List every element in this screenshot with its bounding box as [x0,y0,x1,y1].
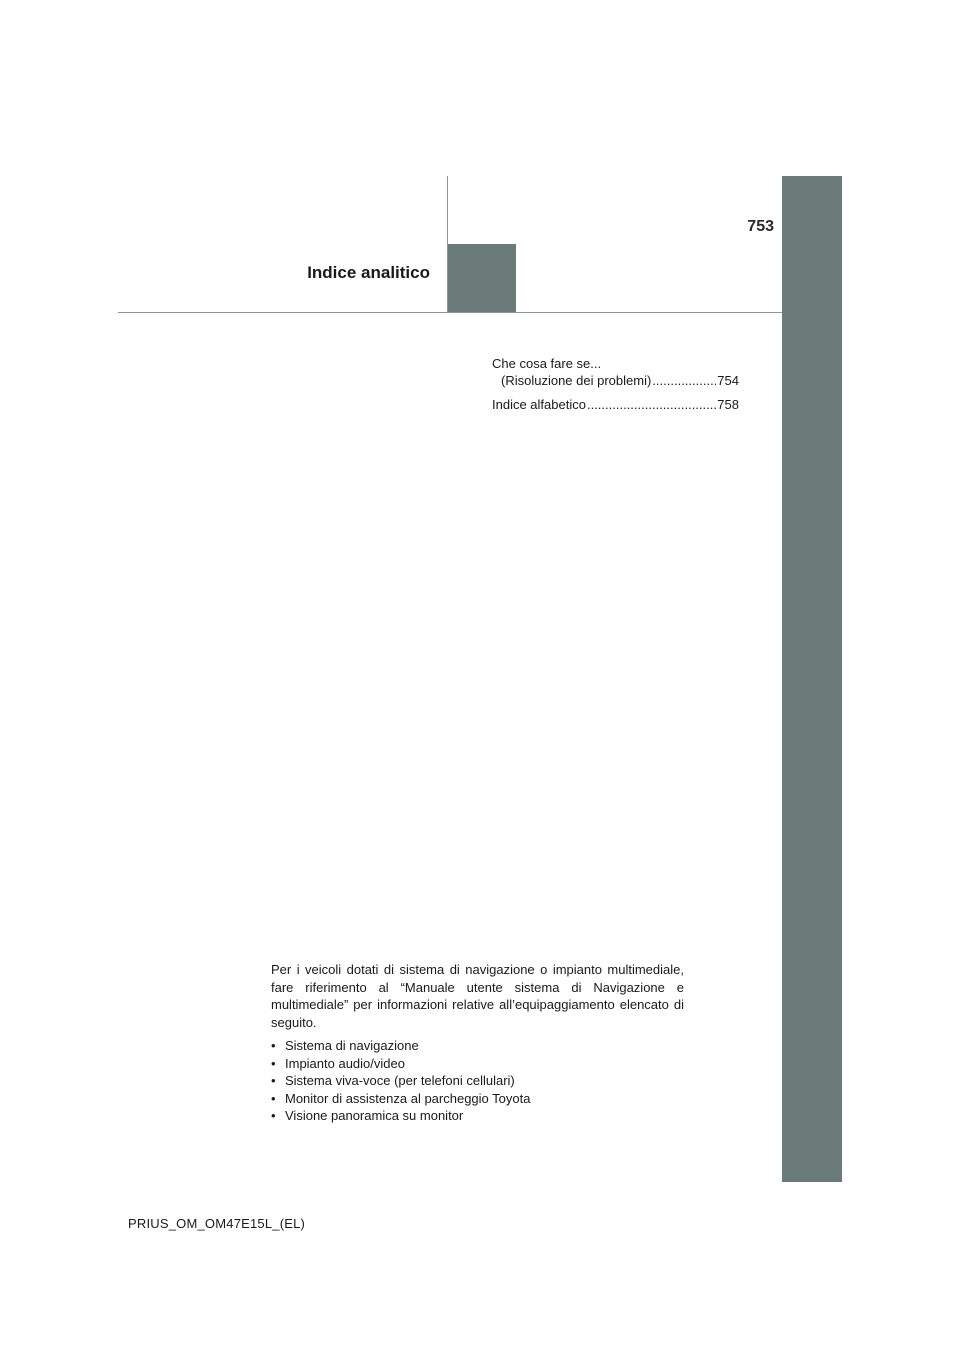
list-item-text: Sistema di navigazione [285,1038,419,1053]
chapter-side-tab [782,176,842,1182]
list-item [271,1107,684,1125]
list-item [271,1037,684,1055]
toc-entry-alphabetical-index[interactable] [492,396,739,413]
document-code: PRIUS_OM_OM47E15L_(EL) [128,1216,306,1231]
bullet-icon: • [271,1055,276,1071]
table-of-contents [492,355,739,420]
note-paragraph: Per i veicoli dotati di sistema di navigazione o impianto multimediale, fare riferimento al “Manuale utente sistema di Navigazione e multimediale” per informazioni relative all’equipaggiamento elencato di seguito. [271,962,684,1030]
toc-page-number: 758 [717,397,739,412]
page-number: 753 [747,218,774,235]
toc-dot-leader [587,396,716,413]
list-item [271,1072,684,1090]
list-item [271,1055,684,1073]
toc-entry-label: Che cosa fare se... [492,356,602,371]
list-item-text: Monitor di assistenza al parcheggio Toyota [285,1090,531,1106]
toc-entry-troubleshooting[interactable] [492,355,739,389]
toc-page-number: 754 [717,373,739,388]
list-item-text: Impianto audio/video [285,1055,405,1071]
header-horizontal-rule [118,312,782,313]
bullet-icon: • [271,1090,276,1106]
toc-entry-label: Indice alfabetico [492,397,586,412]
equipment-list [271,1037,684,1125]
toc-entry-label-sub: (Risoluzione dei problemi) [501,373,652,388]
list-item-text: Visione panoramica su monitor [285,1108,464,1123]
bullet-icon: • [271,1073,276,1088]
toc-dot-leader [652,372,716,389]
header-accent-block [448,244,516,313]
list-item-text: Sistema viva-voce (per telefoni cellulari) [285,1073,515,1088]
navigation-system-note [271,961,684,1125]
section-title: Indice analitico [307,263,430,282]
list-item [271,1090,684,1108]
bullet-icon: • [271,1038,276,1053]
bullet-icon: • [271,1108,276,1123]
